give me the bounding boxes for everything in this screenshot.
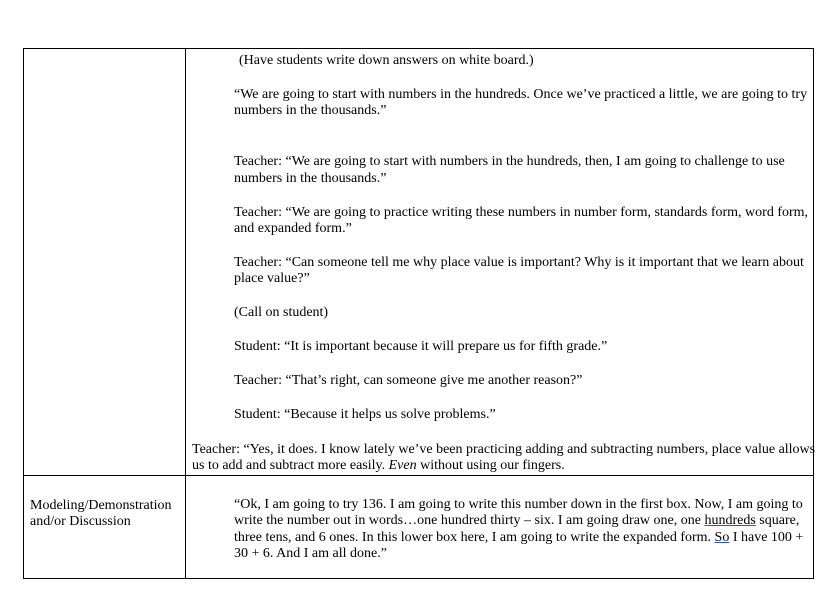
- teacher-line-5a: Teacher: “Yes, it does. I know lately we’ve been practicing adding and subtracting numbers, place value allows: [192, 442, 816, 457]
- teacher-line-5b: [192, 457, 565, 474]
- modeling-line-3-part2: I have 100 +: [729, 530, 804, 545]
- student-line-1: Student: “It is important because it will prepare us for fifth grade.”: [234, 339, 608, 354]
- modeling-line-2-part1: write the number out in words…one hundred thirty – six. I am going draw one, one: [234, 513, 705, 528]
- modeling-line-3: [234, 529, 803, 546]
- teacher-line-1b: numbers in the thousands.”: [234, 171, 387, 186]
- emphasis-even: Even: [388, 458, 417, 473]
- row-divider: [24, 475, 813, 476]
- section-label-line-1: Modeling/Demonstration: [30, 498, 172, 513]
- teacher-line-3a: Teacher: “Can someone tell me why place value is important? Why is it important that we learn about: [234, 255, 804, 270]
- call-on-student: (Call on student): [234, 305, 329, 320]
- teacher-line-4: Teacher: “That’s right, can someone give me another reason?”: [234, 373, 583, 388]
- modeling-line-4: 30 + 6. And I am all done.”: [234, 546, 387, 561]
- student-line-2: Student: “Because it helps us solve problems.”: [234, 407, 496, 422]
- modeling-line-3-part1: three tens, and 6 ones. In this lower box here, I am going to write the expanded form.: [234, 530, 715, 545]
- teacher-line-2b: and expanded form.”: [234, 221, 352, 236]
- modeling-line-2: [234, 512, 799, 529]
- intro-line-2: numbers in the thousands.”: [234, 103, 387, 118]
- teacher-line-1a: Teacher: “We are going to start with numbers in the hundreds, then, I am going to challenge to use: [234, 154, 785, 169]
- grammar-flag-so: So: [714, 530, 730, 545]
- intro-line-1: “We are going to start with numbers in the hundreds. Once we’ve practiced a little, we are going to try: [234, 87, 808, 102]
- column-divider: [185, 49, 186, 578]
- section-label-line-2: and/or Discussion: [30, 514, 131, 529]
- teacher-line-5b-part1: us to add and subtract more easily.: [192, 458, 389, 473]
- modeling-line-1: “Ok, I am going to try 136. I am going to write this number down in the first box. Now, I am going to: [234, 497, 803, 512]
- grammar-flag-hundreds: hundreds: [704, 513, 756, 528]
- instruction-text: (Have students write down answers on white board.): [239, 53, 534, 68]
- modeling-line-2-part2: square,: [755, 513, 800, 528]
- teacher-line-3b: place value?”: [234, 271, 310, 286]
- teacher-line-2a: Teacher: “We are going to practice writing these numbers in number form, standards form, word form,: [234, 205, 809, 220]
- teacher-line-5b-part2: without using our fingers.: [416, 458, 565, 473]
